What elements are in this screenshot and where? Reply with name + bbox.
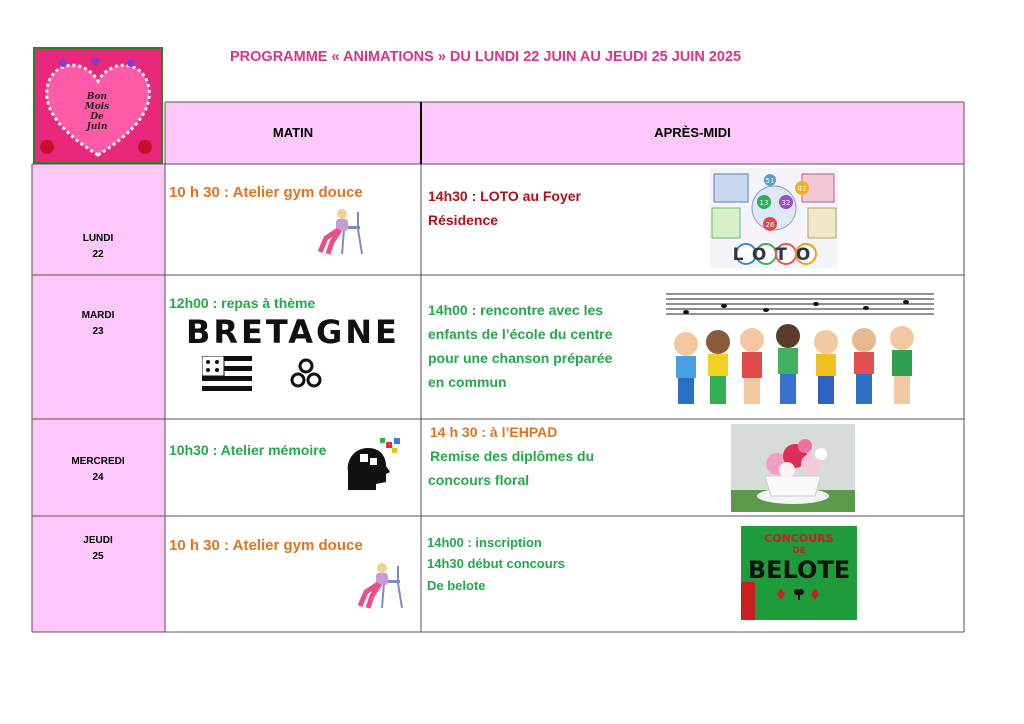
ball-number: 26 [765, 221, 775, 229]
gym-woman-icon [312, 208, 368, 256]
thursday-afternoon-line2: 14h30 début concours [427, 556, 565, 571]
day-number: 25 [92, 551, 104, 562]
memory-head-icon [342, 438, 402, 494]
day-thursday [68, 533, 128, 565]
flower-teacup-icon [731, 424, 855, 512]
day-name: MERCREDI [71, 456, 125, 467]
tuesday-morning: 12h00 : repas à thème [169, 295, 316, 311]
belote-poster-icon [741, 526, 857, 620]
breton-flag-icon [202, 356, 252, 396]
tuesday-afternoon-line2: enfants de l’école du centre [428, 326, 613, 342]
logo-line1: Bon [86, 92, 108, 102]
logo-line4: Juin [86, 122, 108, 132]
tuesday-afternoon-line3: pour une chanson préparée [428, 350, 613, 366]
day-wednesday [62, 454, 134, 486]
wednesday-afternoon-line1: 14 h 30 : à l’EHPAD [430, 424, 558, 440]
monday-afternoon-line1: 14h30 : LOTO au Foyer [428, 188, 582, 204]
gym-woman-icon [352, 562, 408, 610]
bretagne-logo: BRETAGNE [186, 313, 400, 351]
ball-number: 47 [797, 185, 807, 193]
loto-word: LOTO [732, 245, 820, 265]
belote-line2: DE [792, 546, 806, 556]
tuesday-afternoon-line4: en commun [428, 374, 507, 390]
day-number: 24 [92, 472, 104, 483]
monday-afternoon-line2: Résidence [428, 212, 499, 228]
day-name: MARDI [81, 310, 115, 321]
header-afternoon: APRÈS-MIDI [654, 125, 731, 140]
wednesday-morning: 10h30 : Atelier mémoire [169, 442, 327, 458]
thursday-morning: 10 h 30 : Atelier gym douce [169, 537, 363, 554]
logo-line3: De [90, 112, 104, 122]
wednesday-afternoon-line2: Remise des diplômes du [430, 448, 595, 464]
thursday-afternoon-line3: De belote [427, 578, 486, 593]
monday-morning: 10 h 30 : Atelier gym douce [169, 184, 363, 201]
belote-line1: CONCOURS [764, 532, 834, 545]
page-title: PROGRAMME « ANIMATIONS » DU LUNDI 22 JUIN AU JEUDI 25 JUIN 2025 [230, 49, 742, 65]
header-morning: MATIN [272, 125, 314, 140]
ball-number: 13 [759, 199, 769, 207]
day-name: JEUDI [83, 535, 113, 546]
day-tuesday [68, 308, 128, 340]
day-name: LUNDI [82, 233, 114, 244]
children-singing-icon [666, 286, 934, 412]
day-monday [68, 231, 128, 263]
day-number: 23 [92, 326, 104, 337]
logo-line2: Mois [84, 102, 110, 112]
day-number: 22 [92, 249, 104, 260]
loto-image-icon [710, 168, 838, 268]
tuesday-afternoon-line1: 14h00 : rencontre avec les [428, 302, 604, 318]
thursday-afternoon-line1: 14h00 : inscription [427, 535, 542, 550]
ball-number: 32 [781, 199, 791, 207]
ball-number: 51 [765, 177, 775, 185]
belote-line3: BELOTE [747, 556, 851, 584]
triskelion-icon [288, 356, 324, 392]
wednesday-afternoon-line3: concours floral [428, 472, 530, 488]
